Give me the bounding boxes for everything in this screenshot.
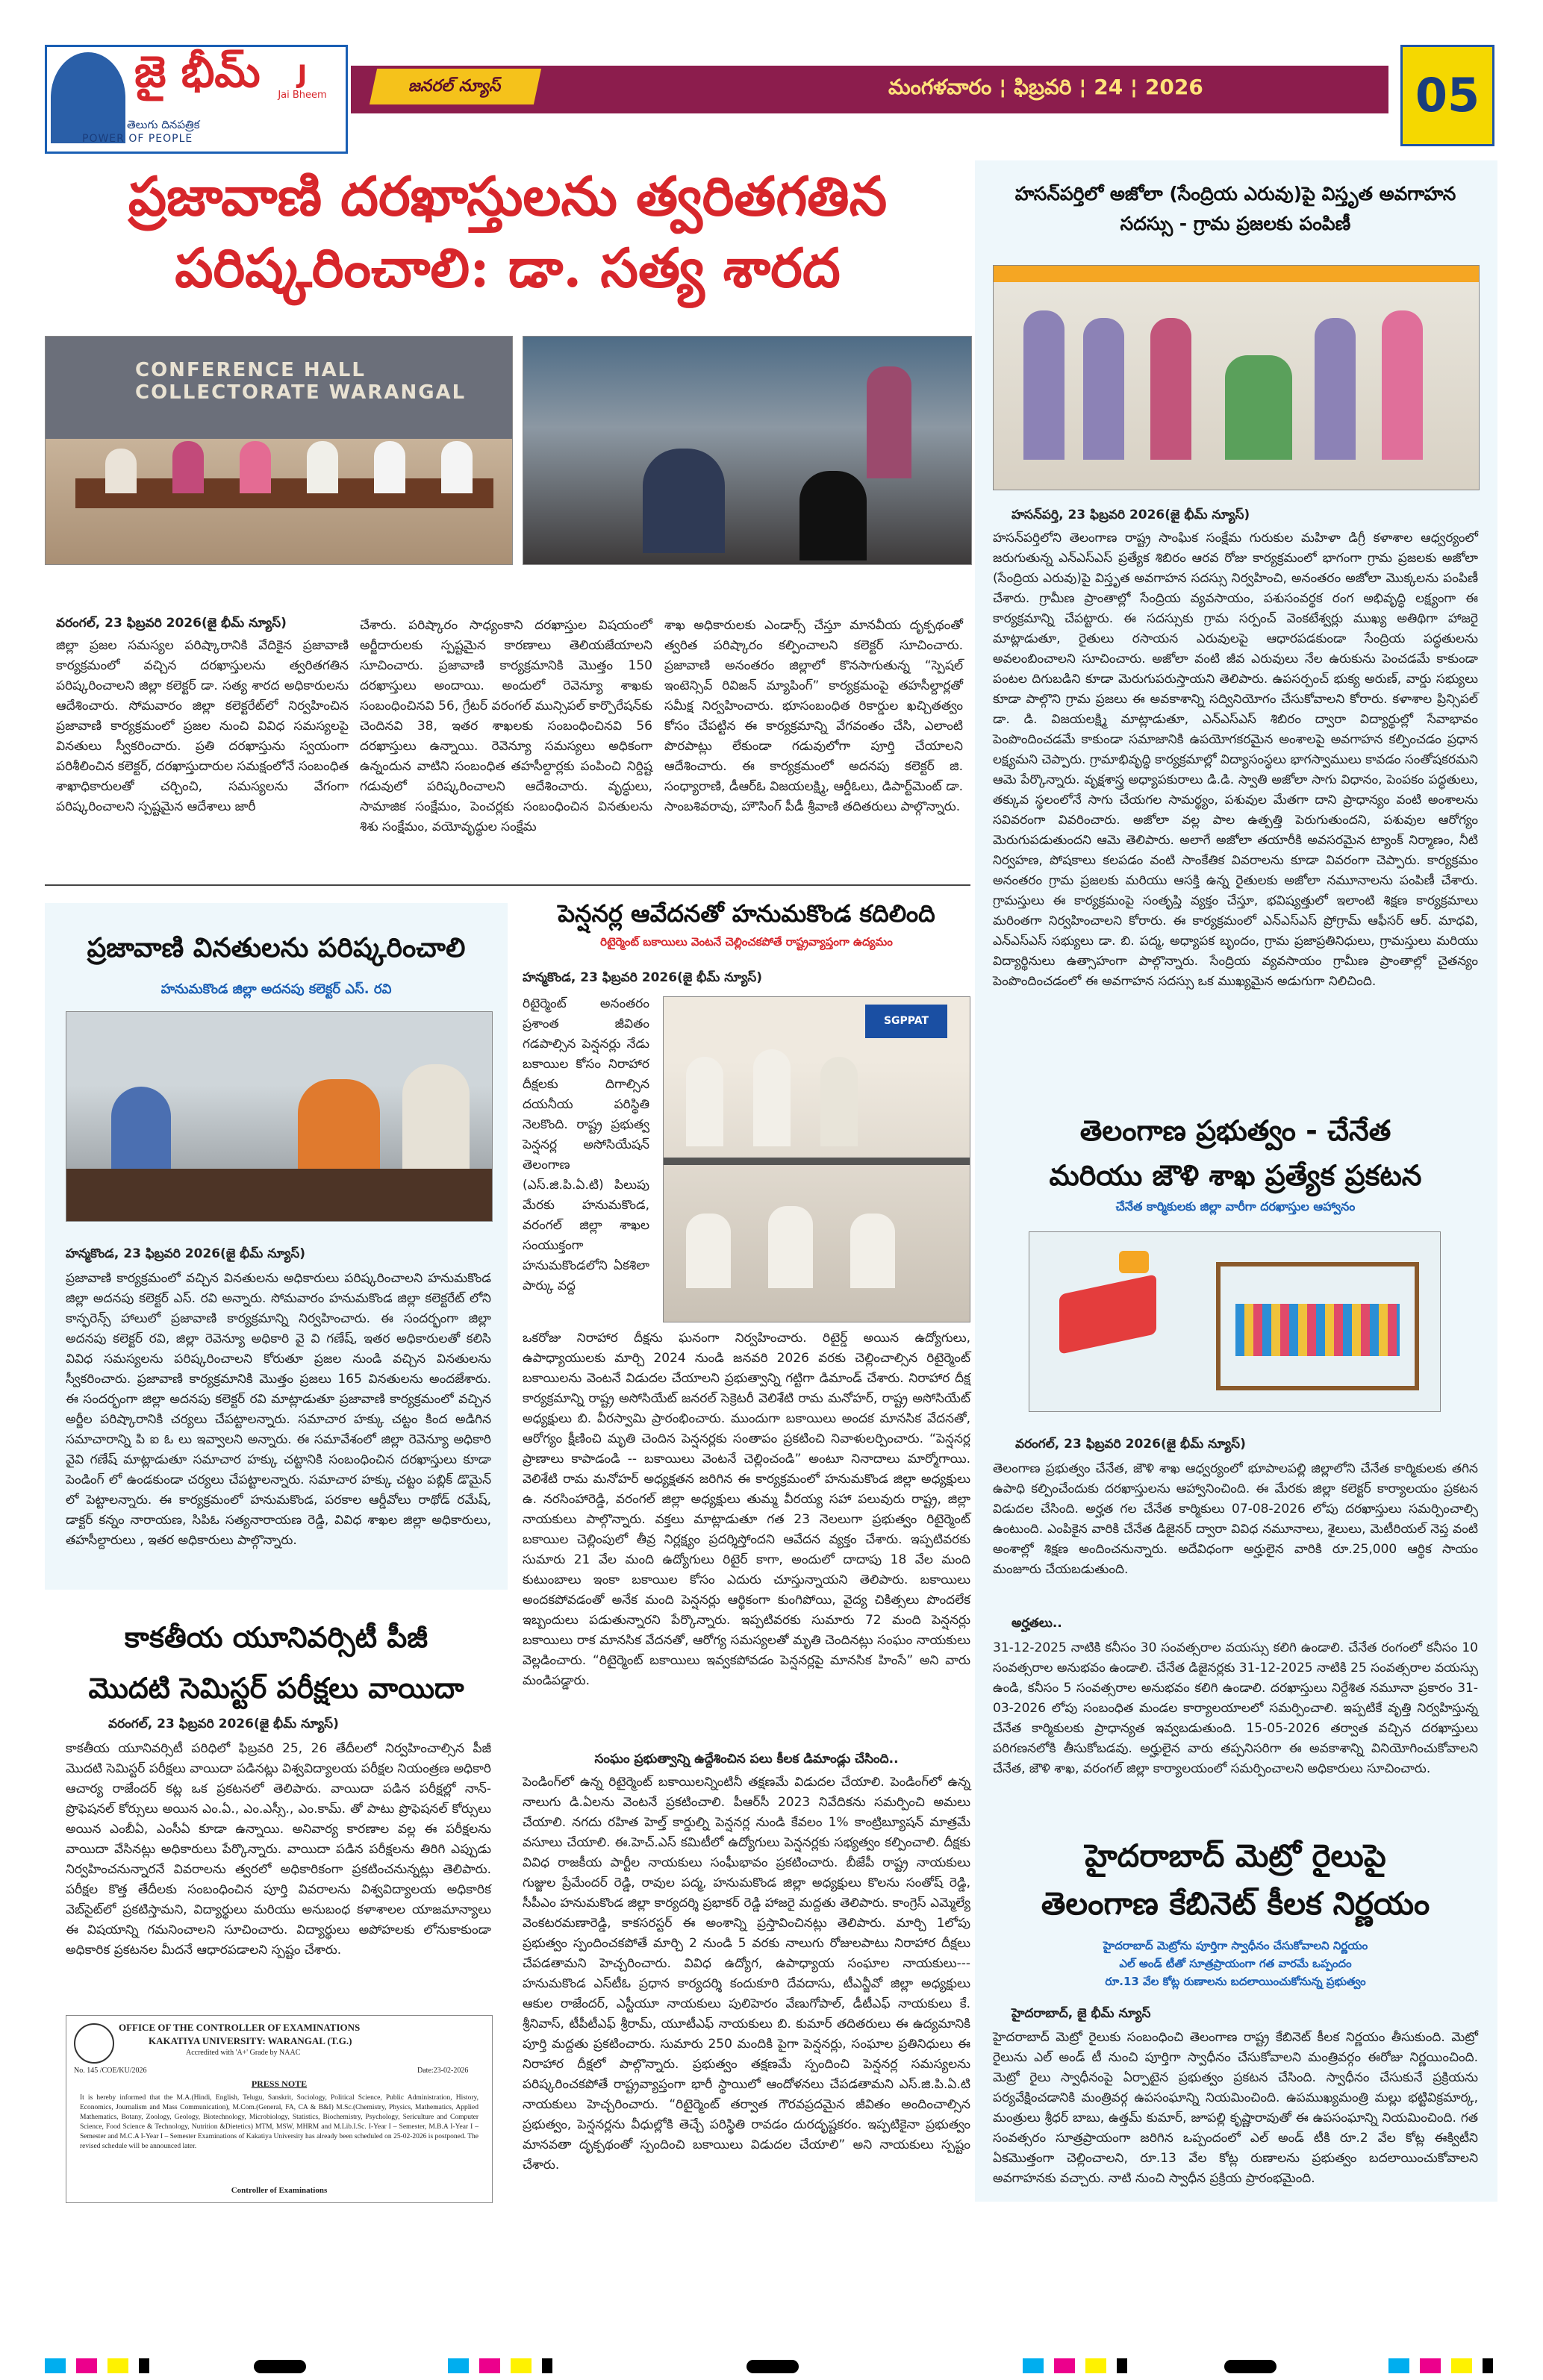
- section-tag: జనరల్ న్యూస్: [370, 69, 541, 104]
- logo-title: జై భీమ్: [134, 46, 261, 97]
- university-seal-icon: [74, 2023, 114, 2064]
- handloom-eligibility-title: అర్హతలు..: [1011, 1616, 1062, 1631]
- registration-mark-1: [254, 2360, 306, 2373]
- handloom-text: తెలంగాణ ప్రభుత్వం చేనేత, జౌళి శాఖ ఆధ్వర్యంలో భూపాలపల్లి జిల్లాలోని చేనేత కార్మికులకు తగిన ఉపాధి కల్పించేందుకు దరఖాస్తులను ఆహ్వానించింది. ఈ మేరకు జిల్లా కలెక్టర్ కార్యాలయం ప్రకటన విడుదల చేసింది. అర్హత గల చేనేత కార్మికులు 07-08-2026 లోపు దరఖాస్తులు సమర్పించాల్సి ఉంటుంది. ఎంపికైన వారికి చేనేత డిజైనర్ ద్వారా వివిధ నమూనాలు, శైలులు, మెటీరియల్ నెప్త వంటి అంశాల్లో శిక్షణ అందించనున్నారు. అదేవిధంగా అర్హులైన వారికి రూ.25,000 ఆర్థిక సాయం మంజూరు చేయబడుతుంది.: [993, 1461, 1478, 1577]
- lead-text-col3: శాఖ అధికారులకు ఎండార్స్ చేస్తూ మానవీయ దృక్పథంతో త్వరిత పరిష్కారం కల్పించాలని కలెక్టర్ సూచించారు. ప్రజావాణి అనంతరం జిల్లాలో కొనసాగుతున్న “స్పెషల్ ఇంటెన్సివ్ రివిజన్ మ్యాపింగ్” కార్యక్రమంపై తహసీల్దార్లతో సమీక్ష నిర్వహించారు. భూసంబంధిత రికార్డుల ఖచ్చితత్వం కోసం చేపట్టిన ఈ కార్యక్రమాన్ని వేగవంతం చేసి, ఎలాంటి పొరపాట్లు లేకుండా గడువులోగా పూర్తి చేయాలని ఆదేశించారు. ఈ కార్యక్రమంలో అదనపు కలెక్టర్ జి. సంధ్యారాణి, డీఆర్ఓ విజయలక్ష్మి, ఆర్డీఓలు, డిపార్ట్‌మెంట్ డా. సాంబశివరావు, హౌసింగ్ పీడీ శ్రీవాణి తదితరులు పాల్గొన్నారు.: [664, 618, 963, 814]
- hasanparthi-headline: హసన్‌పర్తిలో అజోలా (సేంద్రియ ఎరువు)పై విస్తృత అవగాహన సదస్సు - గ్రామ ప్రజలకు పంపిణీ: [1014, 183, 1456, 234]
- notice-date: Date:23-02-2026: [417, 2067, 469, 2075]
- metro-headline: హైదరాబాద్ మెట్రో రైలుపై తెలంగాణ కేబినెట్ కీలక నిర్ణయం: [1041, 1837, 1430, 1922]
- metro-text: హైదరాబాద్ మెట్రో రైలుకు సంబంధించి తెలంగాణ రాష్ట్ర కేబినెట్ కీలక నిర్ణయం తీసుకుంది. మెట్రో రైలును ఎల్ అండ్ టీ నుంచి పూర్తిగా స్వాధీనం చేసుకోవాలని మంత్రివర్గం ఈరోజు నిర్ణయించింది. మెట్రో రైలు స్వాధీనంపై ఏర్పాటైన ప్రభుత్వం ప్రకటన చేసింది. స్వాధీనం చేసుకునే ప్రక్రియను పర్యవేక్షించడానికి మంత్రివర్గ ఉపసంఘాన్ని నియమించింది. ఉపముఖ్యమంత్రి మల్లు భట్టివిక్రమార్క, మంత్రులు శ్రీధర్ బాబు, ఉత్తమ్ కుమార్, జూపల్లి కృష్ణారావుతో ఈ ఉపసంఘాన్ని నియమించింది. గత సంవత్సరం సూత్రప్రాయంగా జరిగిన ఒప్పందంలో ఎల్ అండ్ టీకి రూ.2 వేల కోట్ల ఈక్విటీని ఏకమొత్తంగా చెల్లించాలని, రూ.13 వేల కోట్ల రుణాలను ప్రభుత్వం బదలాయించుకోవాలని అవగాహనకు వచ్చారు. నాటి నుంచి స్వాధీన ప్రక్రియ ప్రారంభమైంది.: [993, 2030, 1478, 2186]
- kakatiya-text: కాకతీయ యూనివర్సిటీ పరిధిలో ఫిబ్రవరి 25, 26 తేదీలలో నిర్వహించాల్సిన పీజీ మొదటి సెమిస్టర్ పరీక్షలు వాయిదా పడినట్లు విశ్వవిద్యాలయ పరీక్షల నియంత్రణ అధికారి ఆచార్య రాజేందర్ కట్ల ఒక ప్రకటనలో తెలిపారు. వాయిదా పడిన పరీక్షల్లో నాన్-ప్రొఫెషనల్ కోర్సులు అయిన ఎం.ఏ., ఎం.ఎస్సీ., ఎం.కామ్. తో పాటు ప్రొఫెషనల్ కోర్సులు అయిన ఎంబీఏ, ఎంసీఏ కూడా ఉన్నాయి. అనివార్య కారణాల వల్ల ఈ పరీక్షలను వాయిదా వేసినట్లు అధికారులు పేర్కొన్నారు. వాయిదా పడిన పరీక్షలను తిరిగి ఎప్పుడు నిర్వహించనున్నారనే వివరాలను త్వరలో అధికారికంగా ప్రకటించనున్నట్లు తెలిపారు. పరీక్షల కొత్త తేదీలకు సంబంధించిన పూర్తి వివరాలను విశ్వవిద్యాలయ అధికారిక వెబ్‌సైట్‌లో ప్రకటిస్తామని, విద్యార్థులు మరియు అనుబంధ కళాశాలల యాజమాన్యాలు ఈ విషయాన్ని గమనించాలని సూచించారు. విద్యార్థులు అపోహలకు లోనుకాకుండా అధికారిక ప్రకటనల మీదనే ఆధారపడాలని స్పష్టం చేశారు.: [66, 1741, 491, 1958]
- hasanparthi-text: హసన్‌పర్తిలోని తెలంగాణ రాష్ట్ర సాంఘిక సంక్షేమ గురుకుల మహిళా డిగ్రీ కళాశాల ఆధ్వర్యంలో జరుగుతున్న ఎన్ఎస్ఎస్ ప్రత్యేక శిబిరం ఆరవ రోజు కార్యక్రమంలో భాగంగా గ్రామ ప్రజలకు అజోలా (సేంద్రియ ఎరువు)పై విస్తృత అవగాహన సదస్సు నిర్వహించి, అనంతరం అజోలా మొక్కలను పంపిణీ చేశారు. గ్రామీణ ప్రాంతాల్లో సేంద్రియ వ్యవసాయం, పశుసంవర్థక రంగ అభివృద్ధి లక్ష్యంగా ఈ కార్యక్రమాన్ని చేపట్టారు. ఈ సదస్సుకు గ్రామ సర్పంచ్ వెంకటేశ్వర్లు ముఖ్య అతిథిగా హాజరై మాట్లాడుతూ, రైతులు రసాయన ఎరువులపై ఆధారపడకుండా సేంద్రియ పద్ధతులను అవలంబించాలని సూచించారు. అజోలా వంటి జీవ ఎరువులు నేల ఉరుకును పెంచడమే కాకుండా పంటల దిగుబడిని కూడా మెరుగుపరుస్తాయని తెలిపారు. ఉపసర్పంచ్ భుక్య అరుణ్, వార్డు సభ్యులు కూడా పాల్గొని గ్రామ ప్రజలు ఈ అవకాశాన్ని సద్వినియోగం చేసుకోవాలని కోరారు. కళాశాల ప్రిన్సిపల్ డా. డి. విజయలక్ష్మి మాట్లాడుతూ, ఎన్ఎస్ఎస్ శిబిరం ద్వారా విద్యార్థుల్లో సేవాభావం పెంపొందించడమే కాకుండా సమాజానికి ఉపయోగకరమైన అంశాలపై అవగాహన కల్పించడం ప్రధాన లక్ష్యమని చెప్పారు. గ్రామాభివృద్ధి కార్యక్రమాల్లో విద్యాసంస్థలు భాగస్వాములు కావడం సంతోషకరమని ఆమె పేర్కొన్నారు. వృక్షశాస్త్ర అధ్యాపకురాలు డి.డి. స్వాతి అజోలా సాగు విధానం, పెంపకం పద్ధతులు, తక్కువ స్థలంలోనే సాగు చేయగల సామర్థ్యం, పశువుల మేతగా దాని ప్రాధాన్యం వంటి అంశాలను సవివరంగా వివరించారు. అజోలా వల్ల పాల ఉత్పత్తి పెరుగుతుందని, పశువుల ఆరోగ్యం మెరుగుపడుతుందని ఆమె తెలిపారు. అలాగే అజోలా తయారీకి అవసరమైన ట్యాంక్ నిర్మాణం, నీటి నిర్వహణ, పోషకాలు కలపడం వంటి సాంకేతిక వివరాలను కూడా వివరంగా చెప్పారు. కార్యక్రమం అనంతరం గ్రామ ప్రజలకు మరియు ఆసక్తి ఉన్న రైతులకు అజోలా నమూనాలను పంపిణీ చేశారు. గ్రామస్తులు ఈ కార్యక్రమంపై సంతృప్తి వ్యక్తం చేస్తూ, భవిష్యత్తులో ఇలాంటి శిక్షణ కార్యక్రమాలు మరింతగా నిర్వహించాలని కోరారు. ఈ కార్యక్రమంలో ఎన్ఎస్ఎస్ ప్రోగ్రామ్ ఆఫీసర్ ఆర్. మాధవి, ఎన్ఎస్ఎస్ సభ్యులు డా. బి. పద్మ, అధ్యాపక బృందం, గ్రామ ప్రజాప్రతినిధులు, గ్రామస్తులు మరియు విద్యార్థినులు ఉత్సాహంగా పాల్గొన్నారు. సేంద్రియ వ్యవసాయం గ్రామీణ ప్రాంతాల్లో చైతన్యం పెంపొందించడంలో ఈ అవగాహన సదస్సు ఒక ముఖ్యమైన అడుగుగా నిలిచింది.: [993, 531, 1478, 989]
- lead-text-col2: చేశారు. పరిష్కారం సాధ్యంకాని దరఖాస్తుల విషయంలో అర్జీదారులకు స్పష్టమైన కారణాలు తెలియజేయాలని సూచించారు. ప్రజావాణి కార్యక్రమానికి మొత్తం 150 దరఖాస్తులు అందాయి. అందులో రెవెన్యూ శాఖకు సంబంధించినవి 56, గ్రేటర్ వరంగల్ మున్సిపల్ కార్పొరేషన్‌కు చెందినవి 38, ఇతర శాఖలకు సంబంధించినవి 56 దరఖాస్తులు ఉన్నాయి. రెవెన్యూ సమస్యలు అధికంగా ఉన్నందున వాటిని సంబంధిత తహసీల్దార్లకు పంపించి నిర్దిష్ట గడువులో పరిష్కరించాలని ఆదేశించారు. వృద్ధులు, సామాజిక సంక్షేమం, పెంచర్లకు సంబంధించిన వినతులను శిశు సంక్షేమం, వయోవృద్ధుల సంక్షేమ: [360, 618, 652, 834]
- metro-dateline: హైదరాబాద్, జై భీమ్ న్యూస్: [1011, 2006, 1151, 2021]
- color-strip-1: [45, 2358, 149, 2373]
- logo-tagline: POWER OF PEOPLE: [82, 133, 193, 145]
- hanumakonda-headline: ప్రజావాణి వినతులను పరిష్కరించాలి: [87, 933, 466, 963]
- lead-divider: [45, 884, 970, 886]
- handloom-illustration: [1029, 1231, 1441, 1412]
- lead-photo-collectorate: CONFERENCE HALL COLLECTORATE WARANGAL: [45, 336, 513, 565]
- loom-icon: [1216, 1262, 1419, 1390]
- pensioners-text-2: పెండింగ్‌లో ఉన్న రిటైర్మెంట్ బకాయిలన్నింటినీ తక్షణమే విడుదల చేయాలి. పెండింగ్‌లో ఉన్న నాలుగు డి.ఏలను వెంటనే ప్రకటించాలి. పీఆర్‌సీ 2023 నివేదికను సమర్పించి అమలు చేయాలి. నగదు రహిత హెల్త్ కార్డుల్ని పెన్షనర్ల నుండి కేవలం 1% కాంట్రిబ్యూషన్ మాత్రమే వసూలు చేయాలి. ఈ.హెచ్.ఎస్ కమిటీలో ఉద్యోగులు పెన్షనర్లకు సభ్యత్వం కల్పించాలి. దీక్షకు వివిధ రాజకీయ పార్టీల నాయకులు సంఘీభావం ప్రకటించారు. బీజేపీ రాష్ట్ర నాయకులు గుజ్జుల ప్రేమేందర్ రెడ్డి, రావుల పద్మ, హనుమకొండ జిల్లా అధ్యక్షులు కొలను సంతోష్ రెడ్డి, సీపీఎం హనుమకొండ జిల్లా కార్యదర్శి ప్రభాకర్ రెడ్డి హాజరై మద్దతు తెలిపారు. కాంగ్రెస్ ఎమ్మెల్యే వెంకటరమణారెడ్డి, కాకసరస్టర్ ఈ అంశాన్ని ప్రస్తావించినట్లు తెలిపారు. మార్చి 1లోపు ప్రభుత్వం స్పందించకపోతే మార్చి 2 నుండి 5 వరకు నాలుగు రోజులపాటు నిరాహార దీక్షలు చేపడతామని హెచ్చరించారు. వివిధ ఉద్యోగ, ఉపాధ్యాయ సంఘాల నాయకులు--- హనుమకొండ ఎస్‌టీఓ ప్రధాన కార్యదర్శి కందుకూరి దేవదాసు, టీఎన్జీవో జిల్లా అధ్యక్షులు ఆకుల రాజేందర్, ఎస్టీయూ నాయకులు పులిహెరం వేణుగోపాల్, డీటీఎఫ్ నాయకులు కే. శ్రీనివాస్, టీపీటీఎఫ్ శ్రీరామ్, యూటీఎఫ్ నాయకులు బి. కుమార్ తదితరులు ఈ ఉద్యమానికి పూర్తి మద్దతు ప్రకటించారు. సుమారు 250 మందికి పైగా పెన్షనర్లు, సంఘాల ప్రతినిధులు ఈ నిరాహార దీక్షలో పాల్గొన్నారు. ప్రభుత్వం తక్షణమే స్పందించి పెన్షనర్ల సమస్యలను పరిష్కరించకపోతే రాష్ట్రవ్యాప్తంగా భారీ స్థాయిలో ఆందోళనలు చేపడతామని ఎస్.జి.పి.ఏ.టి నాయకులు హెచ్చరించారు. “రిటైర్మెంట్ తర్వాత గౌరవప్రదమైన జీవితం అందించాల్సిన ప్రభుత్వం, పెన్షనర్లను వీధుల్లోకి తెచ్చే పరిస్థితి రావడం దురదృష్టకరం. ఇప్పటికైనా ప్రభుత్వం మానవతా దృక్పథంతో స్పందించి బకాయిలు విడుదల చేయాలి” అని నాయకులు స్పష్టం చేశారు.: [523, 1775, 970, 2173]
- notice-signature: Controller of Examinations: [231, 2186, 328, 2195]
- handloom-dateline: వరంగల్, 23 ఫిబ్రవరి 2026(జై భీమ్ న్యూస్): [1015, 1437, 1246, 1452]
- hanumakonda-text: ప్రజావాణి కార్యక్రమంలో వచ్చిన వినతులను అధికారులు పరిష్కరించాలని హనుమకొండ జిల్లా అదనపు కలెక్టర్ ఎస్. రవి అన్నారు. సోమవారం హనుమకొండ జిల్లా కలెక్టరేట్ లోని కాన్ఫరెన్స్ హాలులో ప్రజావాణి కార్యక్రమాన్ని నిర్వహించారు. ఈ సందర్భంగా జిల్లా అదనపు కలెక్టర్ రవి, జిల్లా రెవెన్యూ అధికారి వై వి గణేష్, ఇతర అధికారులతో కలిసి వివిధ సమస్యలను పరిష్కరించాలని కోరుతూ ప్రజల నుండి వచ్చిన వినతులను స్వీకరించారు. ప్రజావాణి కార్యక్రమానికి మొత్తం ప్రజలు 165 వినతులను అందజేశారు. ఈ సందర్భంగా జిల్లా అదనపు కలెక్టర్ రవి మాట్లాడుతూ ప్రజావాణి కార్యక్రమంలో వచ్చిన అర్జీల పరిష్కారానికి చర్యలు చేపట్టాలన్నారు. సమాచార హక్కు చట్టం కింద అడిగిన సమాచారాన్ని పి ఐ ఓ లు ఇవ్వాలని అన్నారు. ఈ సమావేశంలో జిల్లా రెవెన్యూ అధికారి వైవి గణేష్ మాట్లాడుతూ సమాచార హక్కు చట్టానికి సంబంధించిన దరఖాస్తులు కూడా పెండింగ్ లో ఉండకుండా చర్యలు చేపట్టాలన్నారు. సమాచార హక్కు చట్టం పబ్లిక్ డొమైన్ లో పెట్టాలన్నారు. ఈ కార్యక్రమంలో హనుమకొండ, పరకాల ఆర్డీవోలు రాథోడ్ రమేష్, డాక్టర్ కన్నం నారాయణ, సిపిఓ సత్యనారాయణ రెడ్డి, వివిధ శాఖల జిల్లా అధికారులు, తహసీల్దారులు , ఇతర అధికారులు పాల్గొన్నారు.: [66, 1271, 491, 1548]
- handloom-headline: తెలంగాణ ప్రభుత్వం - చేనేత మరియు జౌళి శాఖ ప్రత్యేక ప్రకటన: [1049, 1114, 1422, 1192]
- ambedkar-portrait: [51, 52, 125, 143]
- pensioners-photo: SGPPAT: [663, 996, 970, 1322]
- hanumakonda-dateline: హన్మకొండ, 23 ఫిబ్రవరి 2026(జై భీమ్ న్యూస్): [66, 1246, 305, 1261]
- lead-dateline: వరంగల్, 23 ఫిబ్రవరి 2026(జై భీమ్ న్యూస్): [56, 616, 287, 631]
- hasanparthi-photo: [993, 265, 1480, 490]
- pensioners-text-narrow: రిటైర్మెంట్ అనంతరం ప్రశాంత జీవితం గడపాల్సిన పెన్షనర్లు నేడు బకాయిల కోసం నిరాహార దీక్షలకు దిగాల్సిన దయనీయ పరిస్థితి నెలకొంది. రాష్ట్ర ప్రభుత్వ పెన్షనర్ల అసోసియేషన్ తెలంగాణ (ఎస్.జి.పి.ఏ.టి) పిలుపు మేరకు హనుమకొండ, వరంగల్ జిల్లా శాఖల సంయుక్తంగా హనుమకొండలోని ఏకశిలా పార్కు వద్ద: [523, 996, 649, 1293]
- notice-ref: No. 145 /COE/KU/2026: [74, 2067, 147, 2075]
- issue-date: మంగళవారం ¦ ఫిబ్రవరి ¦ 24 ¦ 2026: [888, 75, 1203, 99]
- notice-univ: KAKATIYA UNIVERSITY: WARANGAL (T.G.): [149, 2035, 352, 2046]
- notice-body: It is hereby informed that the M.A.(Hindi, English, Telugu, Sanskrit, Sociology, Political Science, Public Administration, History, Economics, Journalism and Mass Communication), M.Com.(General, FA, CA & B&I) M.Sc.(Chemistry, Physics, Mathematics, Applied Mathematics, Botany, Zoology, Geology, Biotechnology, Microbiology, Statistics, Biochemistry, Psychology, Sericulture and Computer Science, Food Science & Technology, Nutrition &Dietetics) MTM, MSW, MHRM and M.Lib.I.Sc. I-Year I – Semester, M.B.A I-Year I –Semester and M.C.A I-Year I – Semester Examinations of Kakatiya University has already been scheduled on 25-02-2026 is postponed. The revised schedule will be announced later.: [80, 2094, 479, 2150]
- logo-subtitle: తెలుగు దినపత్రిక: [127, 118, 200, 131]
- megaphone-icon: [1059, 1274, 1156, 1355]
- message-icon: [1119, 1251, 1149, 1273]
- notice-title: PRESS NOTE: [251, 2078, 308, 2089]
- color-strip-2: [448, 2358, 552, 2373]
- color-strip-3: [1023, 2358, 1127, 2373]
- hasanparthi-dateline: హసన్‌పర్తి, 23 ఫిబ్రవరి 2026(జై భీమ్ న్యూస్): [1011, 507, 1250, 522]
- pensioners-dateline: హన్మకొండ, 23 ఫిబ్రవరి 2026(జై భీమ్ న్యూస్): [523, 970, 762, 985]
- notice-accr: Accredited with 'A+' Grade by NAAC: [186, 2049, 301, 2057]
- press-note: [66, 2015, 493, 2203]
- kakatiya-dateline: వరంగల్, 23 ఫిబ్రవరి 2026(జై భీమ్ న్యూస్): [108, 1717, 339, 1731]
- hanumakonda-subhead: హనుమకొండ జిల్లా అదనపు కలెక్టర్ ఎస్. రవి: [160, 981, 392, 997]
- color-strip-4: [1388, 2358, 1493, 2373]
- lead-text-col1: జిల్లా ప్రజల సమస్యల పరిష్కారానికి వేదికైన ప్రజావాణి కార్యక్రమంలో వచ్చిన దరఖాస్తులను త్వరితగతిన పరిష్కరించాలని జిల్లా కలెక్టర్ డా. సత్య శారద అధికారులను ఆదేశించారు. సోమవారం జిల్లా కలెక్టరేట్‌లో నిర్వహించిన ప్రజావాణి కార్యక్రమంలో ప్రజల నుంచి వివిధ సమస్యలపై వినతులు స్వీకరించారు. ప్రతి దరఖాస్తును స్వయంగా పరిశీలించిన కలెక్టర్, దరఖాస్తుదారుల సమక్షంలోనే సంబంధిత శాఖాధికారులతో చర్చించి, సమస్యలను వేగంగా పరిష్కరించాలని స్పష్టమైన ఆదేశాలు జారీ: [56, 638, 349, 814]
- lead-photo-petitioners: [523, 336, 972, 565]
- pensioners-text-1: ఒకరోజు నిరాహార దీక్షను ఘనంగా నిర్వహించారు. రిటైర్డ్ అయిన ఉద్యోగులు, ఉపాధ్యాయులకు మార్చి 2024 నుండి జనవరి 2026 వరకు చెల్లించాల్సిన రిటైర్మెంట్ బకాయిలను వెంటనే విడుదల చేయాలని ప్రభుత్వాన్ని గట్టిగా డిమాండ్ చేశారు. నిరాహార దీక్ష కార్యక్రమాన్ని రాష్ట్ర అసోసియేట్ జనరల్ సెక్రెటరీ వెలిశేటి రామ మనోహర్, రాష్ట్ర అసోసియేట్ అధ్యక్షులు బి. వీరస్వామి ప్రారంభించారు. ముందుగా బకాయిలు అందక మానసిక వేదనతో, ఆరోగ్యం క్షీణించి మృతి చెందిన పెన్షనర్లకు సంతాపం ప్రకటించి నివాళులర్పించారు. “పెన్షనర్ల ప్రాణాలు కాపాడండి -- బకాయిలు వెంటనే చెల్లించండి” అంటూ నినాదాలు మార్మోగాయి. వెలిశేటి రామ మనోహర్ అధ్యక్షతన జరిగిన ఈ కార్యక్రమంలో హనుమకొండ జిల్లా అధ్యక్షులు ఉ. నరసింహారెడ్డి, వరంగల్ జిల్లా అధ్యక్షులు తుమ్మ వీరయ్య సహా పలువురు రాష్ట్ర, జిల్లా నాయకులు పాల్గొన్నారు. వక్తలు మాట్లాడుతూ గత 23 నెలలుగా ప్రభుత్వం రిటైర్మెంట్ బకాయిల చెల్లింపులో తీవ్ర నిర్లక్ష్యం ప్రదర్శిస్తోందని ఆవేదన వ్యక్తం చేశారు. ఇప్పటివరకు సుమారు 21 వేల మంది ఉద్యోగులు రిటైర్ కాగా, అందులో దాదాపు 18 వేల మంది కుటుంబాలు ఇంకా బకాయిల కోసం ఎదురు చూస్తున్నాయని తెలిపారు. బకాయిలు అందకపోవడంతో అనేక మంది పెన్షనర్లు ఆర్థికంగా కుంగిపోయి, వైద్య చికిత్సలు పొందలేక ఇబ్బందులు పడుతున్నారని పేర్కొన్నారు. ఇప్పటివరకు సుమారు 72 మంది పెన్షనర్లు బకాయిలు రాక మానసిక వేదనతో, ఆరోగ్య సమస్యలతో మృతి చెందినట్లు సంఘం నాయకులు వెల్లడించారు. “రిటైర్మెంట్ బకాయిలు ఇవ్వకపోవడం పెన్షనర్లపై మానసిక హింసే” అని వారు మండిపడ్డారు.: [523, 1331, 970, 1688]
- handloom-subhead: చేనేత కార్మికులకు జిల్లా వారీగా దరఖాస్తుల ఆహ్వానం: [1115, 1199, 1356, 1214]
- lead-headline: ప్రజావాణి దరఖాస్తులను త్వరితగతిన పరిష్కరించాలి: డా. సత్య శారద: [128, 164, 888, 299]
- kakatiya-headline: కాకతీయ యూనివర్సిటీ పీజీ మొదటి సెమిస్టర్ పరీక్షలు వాయిదా: [88, 1621, 464, 1705]
- pensioners-headline: పెన్షనర్ల ఆవేదనతో హనుమకొండ కదిలింది: [558, 899, 935, 928]
- pensioners-subhead: రిటైర్మెంట్ బకాయిలు వెంటనే చెల్లించకపోతే రాష్ట్రవ్యాప్తంగా ఉద్యమం: [600, 935, 893, 949]
- handloom-eligibility-text: 31-12-2025 నాటికి కనీసం 30 సంవత్సరాల వయస్సు కలిగి ఉండాలి. చేనేత రంగంలో కనీసం 10 సంవత్సరాల అనుభవం ఉండాలి. చేనేత డిజైనర్లకు 31-12-2025 నాటికి 25 సంవత్సరాల వయస్సు ఉండి, కనీసం 5 సంవత్సరాల అనుభవం కలిగి ఉండాలి. దరఖాస్తులు నిర్దేశిత నమూనా ప్రకారం 31-03-2026 లోపు సంబంధిత మండల కార్యాలయాలలో సమర్పించాలి. ఇప్పటికే వృత్తి నిర్వహిస్తున్న చేనేత కార్మికులకు ప్రాధాన్యత ఇవ్వబడుతుంది. 15-05-2026 తర్వాత వచ్చిన దరఖాస్తులు పరిగణనలోకి తీసుకోబడవు. అర్హులైన వారు తప్పనిసరిగా ఈ అవకాశాన్ని వినియోగించుకోవాలని చేనేత, జౌళి శాఖ, వరంగల్ జిల్లా కార్యాలయంలో సమర్పించాలని అధికారులు సూచించారు.: [993, 1640, 1478, 1776]
- registration-mark-2: [746, 2360, 799, 2373]
- registration-mark-3: [1224, 2360, 1277, 2373]
- hanumakonda-photo: [66, 1011, 493, 1222]
- pensioners-subhead2: సంఘం ప్రభుత్వాన్ని ఉద్దేశించిన పలు కీలక డిమాండ్లు చేసింది..: [594, 1752, 899, 1767]
- logo-badge: J Jai Bheem: [278, 60, 327, 101]
- metro-subheads: హైదరాబాద్ మెట్రోను పూర్తిగా స్వాధీనం చేసుకోవాలని నిర్ణయం ఎల్ అండ్ టీతో సూత్రప్రాయంగా గత వారమే ఒప్పందం రూ.13 వేల కోట్ల రుణాలను బదలాయించుకోనున్న ప్రభుత్వం: [1103, 1939, 1368, 1988]
- page-number: 05: [1400, 45, 1494, 146]
- notice-office: OFFICE OF THE CONTROLLER OF EXAMINATIONS: [119, 2022, 361, 2033]
